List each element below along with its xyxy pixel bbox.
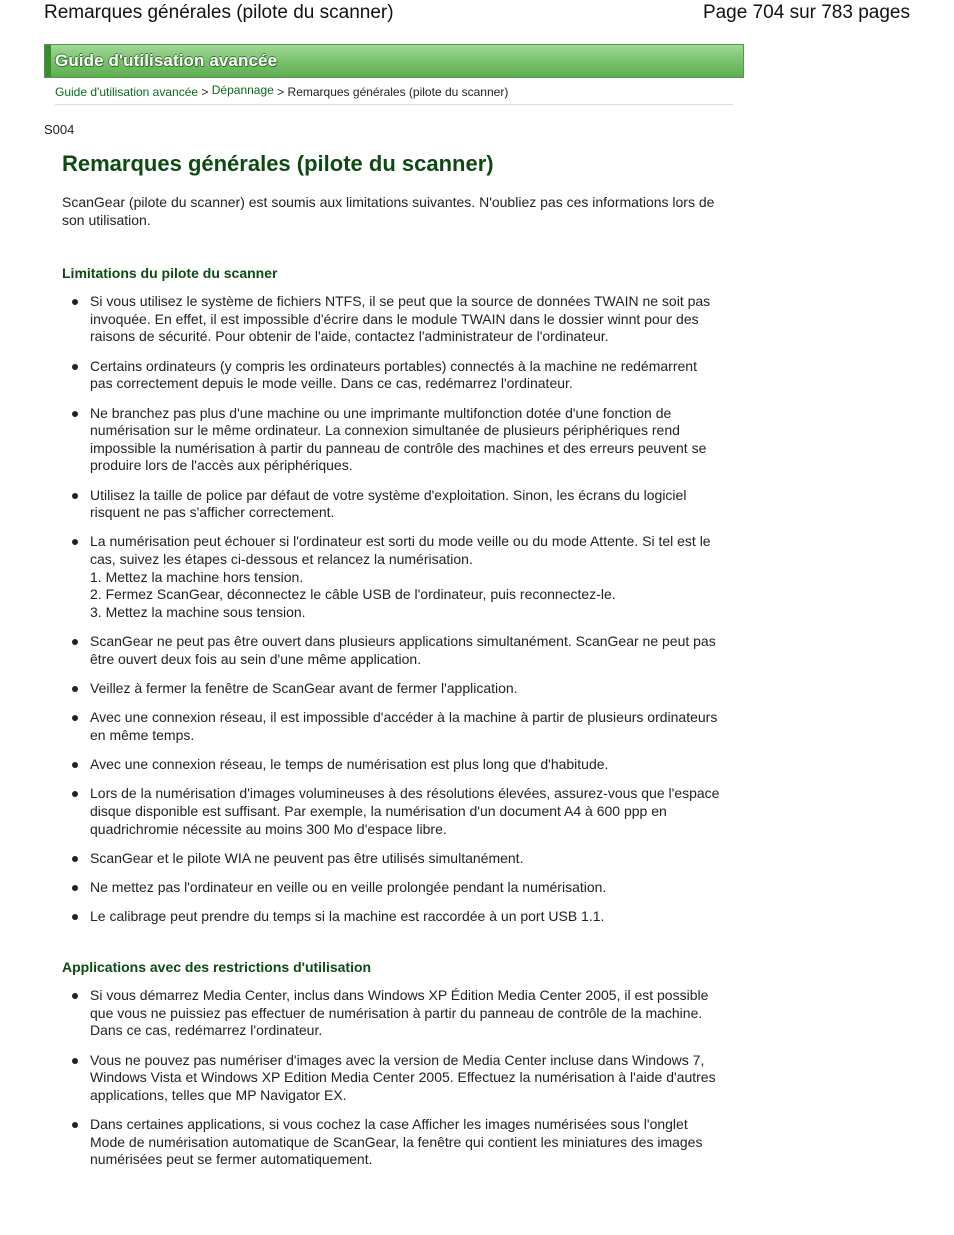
breadcrumb-separator: > xyxy=(277,85,285,99)
banner-accent-bar xyxy=(45,45,51,77)
guide-banner xyxy=(44,44,744,78)
list-item: Avec une connexion réseau, le temps de numérisation est plus long que d'habitude. xyxy=(62,756,722,774)
list-item: La numérisation peut échouer si l'ordinateur est sorti du mode veille ou du mode Attente. Si tel est le cas, suivez les étapes ci-dessous et relancez la numérisation. 1. Mettez la machine hors tension. 2. Fermez ScanGear, déconnectez le câble USB de l'ordinateur, puis reconnectez-le. 3. Mettez la machine sous tension. xyxy=(62,533,722,621)
section-title-application-restrictions: Applications avec des restrictions d'utilisation xyxy=(62,959,372,976)
list-item: Ne mettez pas l'ordinateur en veille ou en veille prolongée pendant la numérisation. xyxy=(62,879,722,897)
list-item: Lors de la numérisation d'images volumineuses à des résolutions élevées, assurez-vous que l'espace disque disponible est suffisant. Par exemple, la numérisation d'un document A4 à 600 ppp en quadrichromie nécessite au moins 300 Mo d'espace libre. xyxy=(62,785,722,838)
scanner-limitations-list xyxy=(62,293,722,926)
page-counter: Page 704 sur 783 pages xyxy=(702,2,910,23)
list-item: Le calibrage peut prendre du temps si la machine est raccordée à un port USB 1.1. xyxy=(62,908,722,926)
list-item: Avec une connexion réseau, il est impossible d'accéder à la machine à partir de plusieurs ordinateurs en même temps. xyxy=(62,709,722,744)
list-item: Utilisez la taille de police par défaut de votre système d'exploitation. Sinon, les écrans du logiciel risquent ne pas s'afficher correctement. xyxy=(62,487,722,522)
main-content xyxy=(62,150,722,1180)
breadcrumb xyxy=(55,84,733,105)
breadcrumb-link-guide[interactable]: Guide d'utilisation avancée xyxy=(55,85,199,99)
document-id: S004 xyxy=(44,122,75,137)
intro-paragraph: ScanGear (pilote du scanner) est soumis aux limitations suivantes. N'oubliez pas ces informations lors de son utilisation. xyxy=(62,194,715,228)
print-header-title: Remarques générales (pilote du scanner) xyxy=(44,2,394,23)
list-item: Dans certaines applications, si vous cochez la case Afficher les images numérisées sous l'onglet Mode de numérisation automatique de ScanGear, la fenêtre qui contient les miniatures des images numérisées peut se fermer automatiquement. xyxy=(62,1116,722,1169)
breadcrumb-link-depannage[interactable]: Dépannage xyxy=(211,83,274,97)
list-item: Vous ne pouvez pas numériser d'images avec la version de Media Center incluse dans Windows 7, Windows Vista et Windows XP Edition Media Center 2005. Effectuez la numérisation à l'aide d'autres applications, telles que MP Navigator EX. xyxy=(62,1052,722,1105)
list-item: Si vous utilisez le système de fichiers NTFS, il se peut que la source de données TWAIN ne soit pas invoquée. En effet, il est impossible d'écrire dans le module TWAIN dans le dossier winnt pour des raisons de sécurité. Pour obtenir de l'aide, contactez l'administrateur de l'ordinateur. xyxy=(62,293,722,346)
list-item: Certains ordinateurs (y compris les ordinateurs portables) connectés à la machine ne redémarrent pas correctement depuis le mode veille. Dans ce cas, redémarrez l'ordinateur. xyxy=(62,358,722,393)
list-item: ScanGear et le pilote WIA ne peuvent pas être utilisés simultanément. xyxy=(62,850,722,868)
print-header xyxy=(44,0,910,26)
breadcrumb-current: Remarques générales (pilote du scanner) xyxy=(287,85,509,99)
banner-title: Guide d'utilisation avancée xyxy=(55,51,278,70)
list-item: Si vous démarrez Media Center, inclus dans Windows XP Édition Media Center 2005, il est possible que vous ne puissiez pas effectuer de numérisation à partir du panneau de contrôle de la machine. Dans ce cas, redémarrez l'ordinateur. xyxy=(62,987,722,1040)
list-item: Ne branchez pas plus d'une machine ou une imprimante multifonction dotée d'une fonction de numérisation sur le même ordinateur. La connexion simultanée de plusieurs périphériques rend impossible la numérisation à partir du panneau de contrôle des machines et des erreurs peuvent se produire lors de l'accès aux périphériques. xyxy=(62,405,722,475)
breadcrumb-separator: > xyxy=(201,85,209,99)
page-title: Remarques générales (pilote du scanner) xyxy=(62,151,494,176)
list-item: ScanGear ne peut pas être ouvert dans plusieurs applications simultanément. ScanGear ne peut pas être ouvert deux fois au sein d'une même application. xyxy=(62,633,722,668)
list-item: Veillez à fermer la fenêtre de ScanGear avant de fermer l'application. xyxy=(62,680,722,698)
application-restrictions-list xyxy=(62,987,722,1169)
section-title-scanner-limitations: Limitations du pilote du scanner xyxy=(62,265,278,282)
